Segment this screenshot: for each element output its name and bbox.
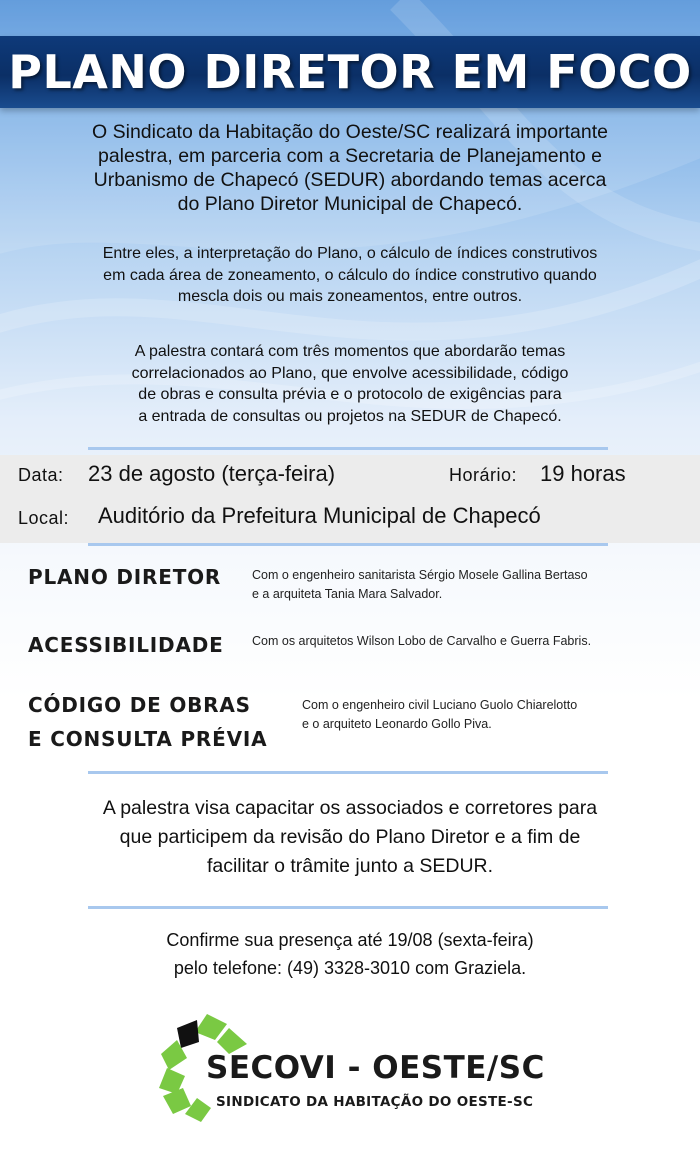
moments-paragraph	[16, 341, 684, 427]
topic-title-line: CÓDIGO DE OBRAS	[28, 693, 251, 717]
page-title: PLANO DIRETOR EM FOCO	[8, 45, 692, 99]
desc-line: Com o engenheiro civil Luciano Guolo Chiarelotto	[302, 698, 578, 712]
divider	[88, 543, 608, 546]
divider	[88, 447, 608, 450]
topic-acessibilidade: ACESSIBILIDADE	[28, 633, 224, 657]
divider	[88, 771, 608, 774]
desc-line: e a arquiteta Tania Mara Salvador.	[252, 587, 443, 601]
topic-codigo-obras	[28, 688, 267, 756]
date-value: 23 de agosto (terça-feira)	[88, 461, 336, 486]
date-label: Data:	[18, 465, 64, 485]
topic-codigo-obras-desc	[302, 696, 577, 734]
confirm-paragraph	[20, 926, 680, 982]
topic-title-line: E CONSULTA PRÉVIA	[28, 727, 268, 751]
time-label: Horário:	[449, 465, 518, 485]
goal-line: facilitar o trâmite junto a SEDUR.	[206, 855, 494, 877]
paragraph-line: mescla dois ou mais zoneamentos, entre outros.	[177, 288, 523, 305]
topic-acessibilidade-desc	[252, 632, 591, 651]
intro-line: do Plano Diretor Municipal de Chapecó.	[177, 193, 523, 215]
place-value: Auditório da Prefeitura Municipal de Chapecó	[98, 503, 541, 528]
intro-paragraph	[20, 120, 680, 216]
logo-subtitle: SINDICATO DA HABITAÇÃO DO OESTE-SC	[216, 1094, 534, 1110]
divider	[88, 906, 608, 909]
desc-line: Com os arquitetos Wilson Lobo de Carvalho e Guerra Fabris.	[252, 634, 592, 648]
paragraph-line: de obras e consulta prévia e o protocolo de exigências para	[138, 386, 562, 403]
paragraph-line: em cada área de zoneamento, o cálculo do índice construtivo quando	[103, 266, 597, 284]
topic-plano-diretor: PLANO DIRETOR	[28, 565, 222, 589]
goal-line: que participem da revisão do Plano Diretor e a fim de	[119, 826, 581, 848]
goal-line: A palestra visa capacitar os associados e corretores para	[102, 797, 598, 819]
paragraph-line: A palestra contará com três momentos que abordarão temas	[134, 343, 566, 360]
topics-paragraph	[16, 243, 684, 308]
paragraph-line: correlacionados ao Plano, que envolve acessibilidade, código	[131, 364, 569, 382]
paragraph-line: Entre eles, a interpretação do Plano, o cálculo de índices construtivos	[102, 245, 598, 262]
confirm-line: pelo telefone: (49) 3328-3010 com Graziela.	[173, 958, 527, 978]
desc-line: e o arquiteto Leonardo Gollo Piva.	[302, 717, 492, 731]
intro-line: O Sindicato da Habitação do Oeste/SC realizará importante	[92, 121, 608, 143]
topic-plano-diretor-desc	[252, 566, 588, 604]
desc-line: Com o engenheiro sanitarista Sérgio Mosele Gallina Bertaso	[252, 568, 588, 582]
goal-paragraph	[20, 794, 680, 881]
intro-line: palestra, em parceria com a Secretaria de Planejamento e	[97, 145, 602, 167]
place-label: Local:	[18, 508, 70, 528]
time-value: 19 horas	[540, 461, 626, 486]
intro-line: Urbanismo de Chapecó (SEDUR) abordando temas acerca	[93, 169, 607, 191]
paragraph-line: a entrada de consultas ou projetos na SEDUR de Chapecó.	[138, 407, 562, 425]
confirm-line: Confirme sua presença até 19/08 (sexta-feira)	[166, 930, 534, 950]
logo-name: SECOVI - OESTE/SC	[206, 1050, 545, 1086]
